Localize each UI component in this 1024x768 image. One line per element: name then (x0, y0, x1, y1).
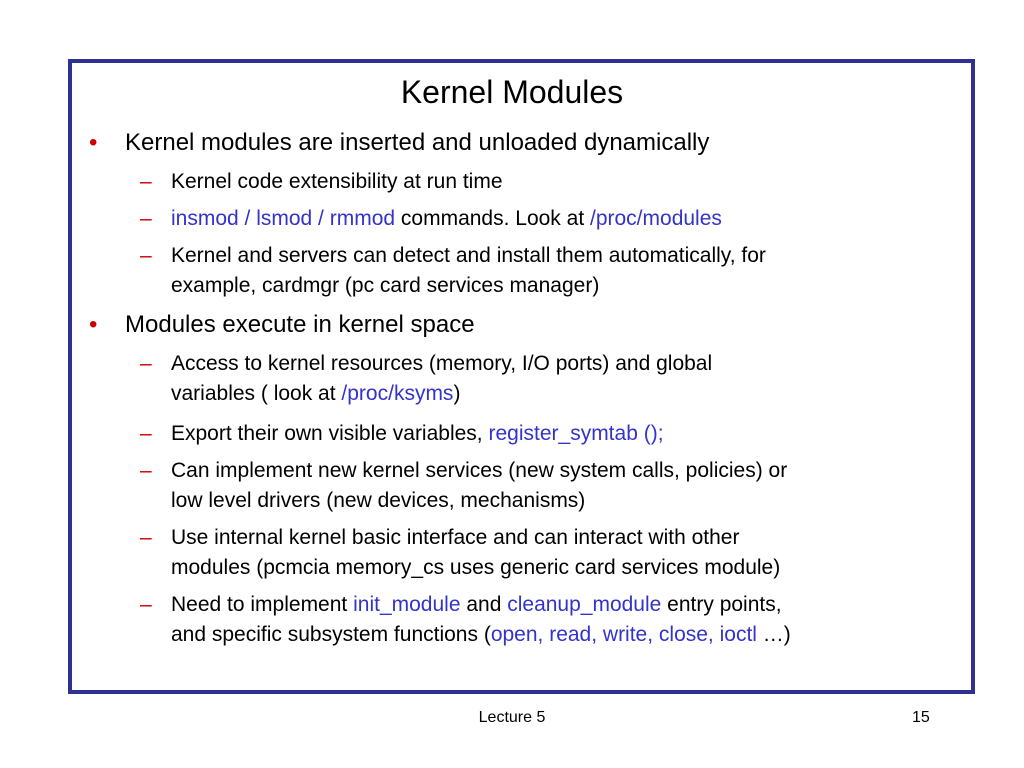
text-segment: low level drivers (new devices, mechanisms) (171, 489, 586, 512)
text-segment: example, cardmgr (pc card services manager) (171, 274, 600, 297)
text-segment: Need to implement (171, 593, 354, 616)
sub-item-1-3-line-1 (171, 241, 766, 271)
text-segment: and (460, 593, 508, 616)
highlighted-term: open, read, write, close, ioctl (490, 623, 757, 646)
sub-bullet-dash: – (140, 170, 152, 193)
text-segment: entry points, (661, 593, 782, 616)
highlighted-term: init_module (353, 593, 461, 616)
sub-item-2-2-line-1 (171, 419, 664, 449)
highlighted-term: register_symtab (); (488, 422, 664, 445)
highlighted-term: /proc/ksyms (341, 382, 454, 405)
sub-bullet-dash: – (140, 526, 152, 549)
highlighted-term: insmod / lsmod / rmmod (171, 207, 396, 230)
text-segment: commands. Look at (395, 207, 590, 230)
sub-bullet-dash: – (140, 244, 152, 267)
text-segment: Kernel code extensibility at run time (171, 170, 503, 193)
text-segment: Export their own visible variables, (171, 422, 489, 445)
sub-item-2-3-line-1 (171, 456, 787, 486)
sub-bullet-dash: – (140, 352, 152, 375)
bullet-item-2: Modules execute in kernel space (125, 311, 475, 338)
sub-item-2-3-line-2 (171, 486, 585, 516)
highlighted-term: cleanup_module (507, 593, 662, 616)
text-segment: Kernel and servers can detect and install them automatically, for (171, 244, 766, 267)
text-segment: …) (756, 623, 791, 646)
bullet-marker: • (89, 129, 98, 156)
footer-page-number: 15 (912, 709, 930, 726)
sub-item-1-3-line-2 (171, 271, 599, 301)
sub-bullet-dash: – (140, 207, 152, 230)
sub-item-2-5-line-1 (171, 590, 782, 620)
sub-item-1-1-line-1 (171, 167, 503, 197)
sub-item-2-5-line-2 (171, 620, 791, 650)
sub-item-2-1-line-1 (171, 349, 712, 379)
text-segment: Access to kernel resources (memory, I/O ports) and global (171, 352, 713, 375)
sub-bullet-dash: – (140, 459, 152, 482)
text-segment: and specific subsystem functions ( (171, 623, 491, 646)
sub-item-2-4-line-1 (171, 523, 739, 553)
highlighted-term: /proc/modules (590, 207, 722, 230)
text-segment: variables ( look at (171, 382, 342, 405)
footer-lecture: Lecture 5 (478, 709, 546, 726)
slide-title: Kernel Modules (400, 74, 624, 110)
text-segment: modules (pcmcia memory_cs uses generic card services module) (171, 556, 781, 579)
text-segment: Can implement new kernel services (new system calls, policies) or (171, 459, 788, 482)
text-segment: Use internal kernel basic interface and can interact with other (171, 526, 740, 549)
sub-item-2-4-line-2 (171, 553, 780, 583)
bullet-marker: • (89, 311, 98, 338)
sub-bullet-dash: – (140, 593, 152, 616)
bullet-item-1: Kernel modules are inserted and unloaded dynamically (125, 129, 710, 156)
sub-bullet-dash: – (140, 422, 152, 445)
text-segment: ) (453, 382, 461, 405)
sub-item-1-2-line-1 (171, 204, 722, 234)
sub-item-2-1-line-2 (171, 379, 460, 409)
